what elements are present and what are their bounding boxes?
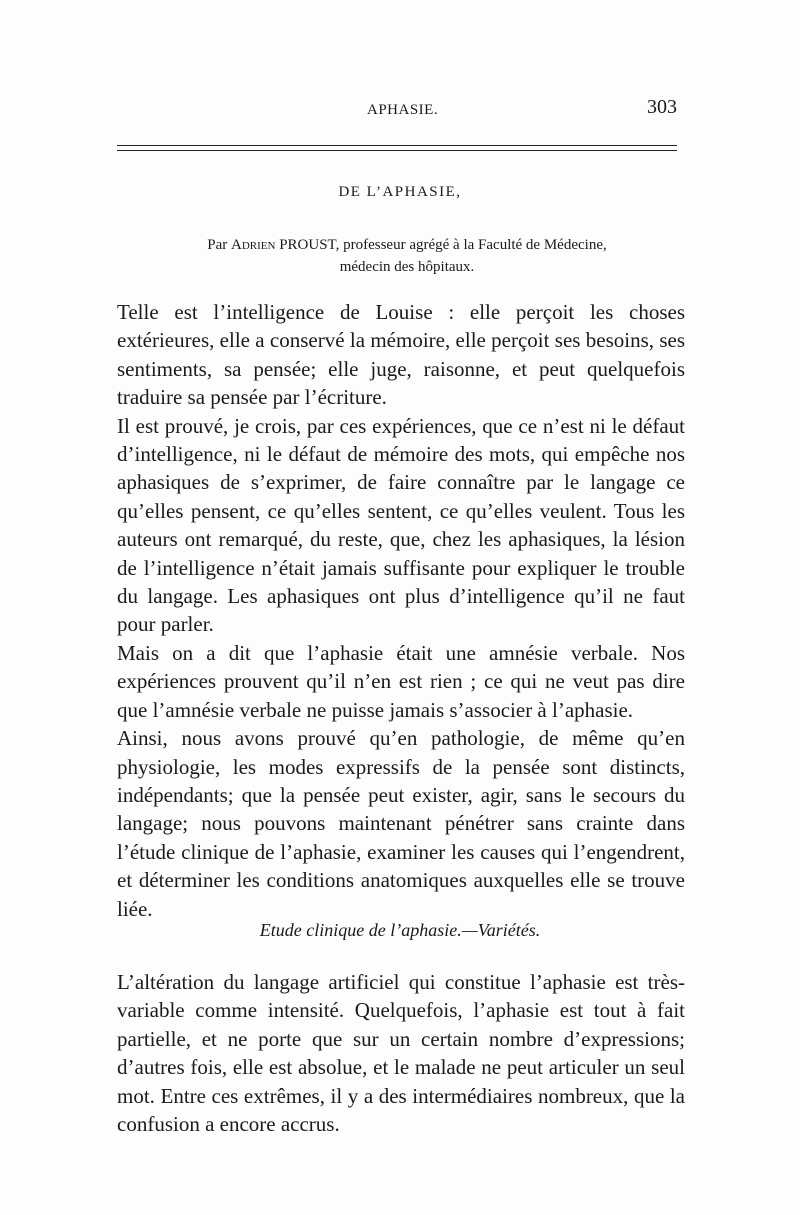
byline-prefix: Par	[207, 237, 231, 253]
body-text	[117, 298, 685, 923]
author-first-name: Adrien	[231, 237, 276, 253]
header-rule-top	[117, 145, 677, 146]
paragraph: Ainsi, nous avons prouvé qu’en pathologie, de même qu’en physiologie, les modes expressifs de la pensée sont distincts, indépendants; que la pensée peut exister, agir, sans le secours du langage; nous pouvons maintenant pénétrer sans crainte dans l’étude clinique de l’aphasie, examiner les causes qui l’engendrent, et déterminer les conditions anatomiques auxquelles elle se trouve liée.	[117, 726, 685, 921]
paragraph: Telle est l’intelligence de Louise : elle perçoit les choses extérieures, elle a conservé la mémoire, elle perçoit ses besoins, ses sentiments, sa pensée; elle juge, raisonne, et peut quelquefois traduire sa pensée par l’écriture.	[117, 300, 685, 410]
paragraph: L’altération du langage artificiel qui constitue l’aphasie est très-variable comme intensité. Quelquefois, l’aphasie est tout à fait partielle, et ne porte que sur un certain nombre d’expressions; d’autres fois, elle est absolue, et le malade ne peut articuler un seul mot. Entre ces extrêmes, il y a des intermédiaires nombreux, que la confusion a encore accrus.	[117, 970, 685, 1137]
byline	[117, 234, 697, 278]
paragraph: Il est prouvé, je crois, par ces expériences, que ce n’est ni le défaut d’intelligence, ni le défaut de mémoire des mots, qui empêche nos aphasiques de s’exprimer, de faire connaître par le langage ce qu’elles pensent, ce qu’elles sentent, ce qu’elles veulent. Tous les auteurs ont remarqué, du reste, que, chez les aphasiques, la lésion de l’intelligence n’était jamais suffisante pour expliquer le trouble du langage. Les aphasiques ont plus d’intelligence qu’il ne faut pour parler.	[117, 413, 685, 637]
section-body-text	[117, 968, 685, 1138]
header-rule-bottom	[117, 150, 677, 151]
running-head	[117, 96, 677, 126]
page-number: 303	[647, 96, 677, 118]
author-last-name: PROUST	[279, 237, 336, 253]
byline-line2: médecin des hôpitaux.	[339, 259, 475, 275]
byline-affiliation: , professeur agrégé à la Faculté de Médecine,	[335, 237, 607, 253]
running-title: APHASIE.	[367, 102, 439, 118]
paragraph: Mais on a dit que l’aphasie était une amnésie verbale. Nos expériences prouvent qu’il n’en est rien ; ce qui ne veut pas dire que l’amnésie verbale ne puisse jamais s’associer à l’aphasie.	[117, 640, 685, 722]
article-title: DE L’APHASIE,	[338, 184, 462, 200]
section-heading: Etude clinique de l’aphasie.—Variétés.	[259, 920, 541, 940]
